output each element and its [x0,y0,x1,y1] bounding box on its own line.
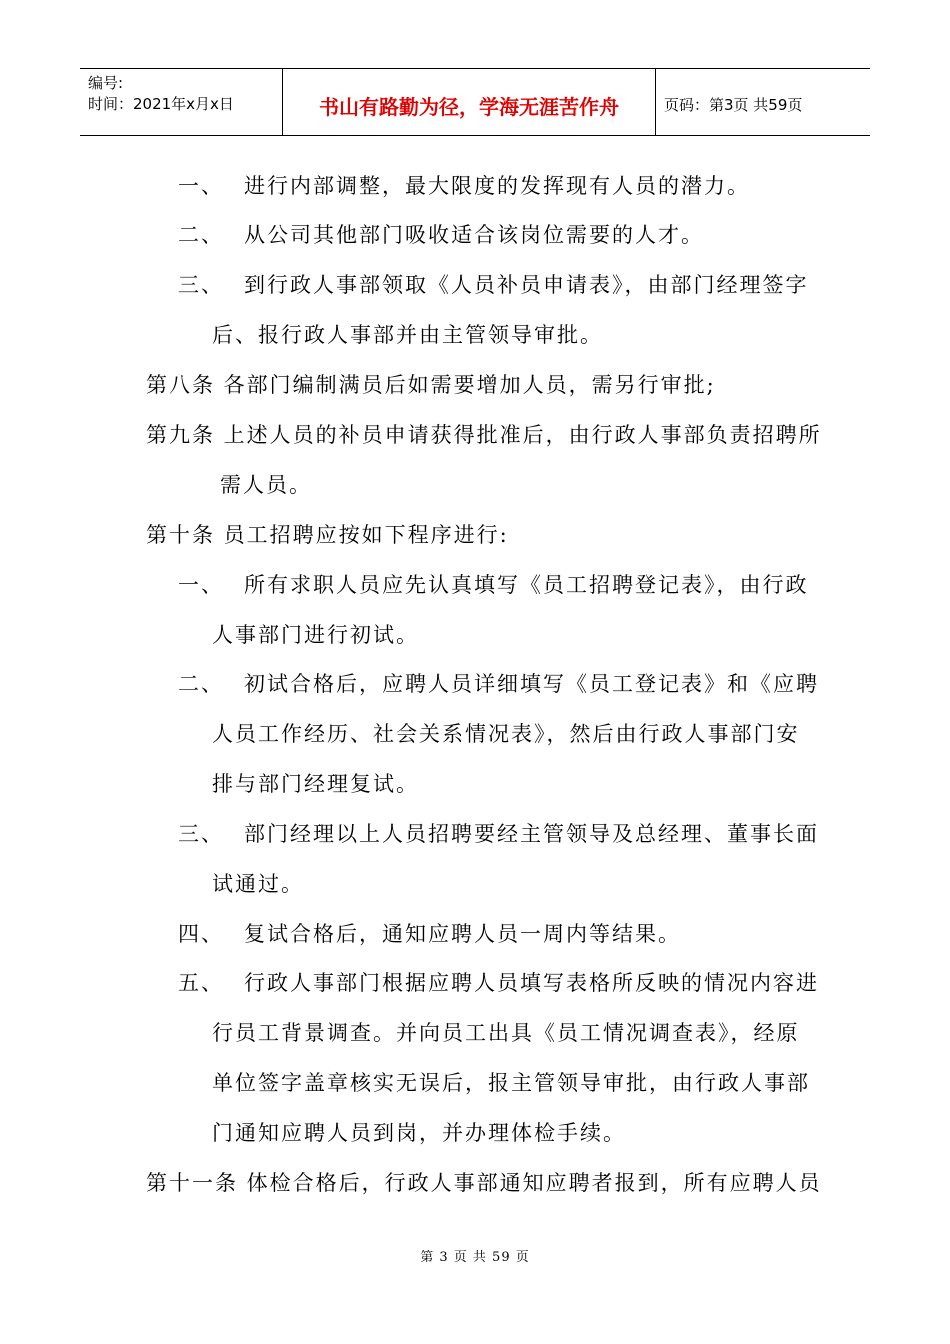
line-text: 人事部门进行初试。 [212,623,419,647]
item-number: 二、 [178,672,224,696]
document-time-label: 时间：2021年x月x日 [88,95,234,113]
line-text: 第八条 各部门编制满员后如需要增加人员，需另行审批; [146,373,716,397]
item-number: 一、 [178,174,224,198]
line-text: 第九条 上述人员的补员申请获得批准后，由行政人事部负责招聘所 [146,423,822,447]
item-number: 二、 [178,223,224,247]
line-text: 单位签字盖章核实无误后，报主管领导审批，由行政人事部 [212,1071,810,1095]
body-line [178,969,819,997]
item-number: 四、 [178,922,224,946]
body-line [212,720,800,748]
line-text: 复试合格后，通知应聘人员一周内等结果。 [244,922,681,946]
line-text: 初试合格后，应聘人员详细填写《员工登记表》和《应聘 [244,672,819,696]
body-line [212,770,419,798]
page-footer [0,1246,950,1265]
header-motto: 书山有路勤为径，学海无涯苦作舟 [319,94,619,119]
line-text: 部门经理以上人员招聘要经主管领导及总经理、董事长面 [244,822,819,846]
body-line [178,221,704,249]
item-number: 五、 [178,971,224,995]
body-line [212,321,603,349]
item-number: 一、 [178,573,224,597]
line-text: 需人员。 [220,473,312,497]
item-number: 三、 [178,273,224,297]
line-text: 后、报行政人事部并由主管领导审批。 [212,323,603,347]
body-line [146,1169,822,1197]
line-text: 第十一条 体检合格后，行政人事部通知应聘者报到，所有应聘人员 [146,1171,822,1195]
line-text: 进行内部调整，最大限度的发挥现有人员的潜力。 [244,174,750,198]
body-line [178,820,819,848]
line-text: 门通知应聘人员到岗，并办理体检手续。 [212,1121,626,1145]
body-line [178,920,681,948]
line-text: 所有求职人员应先认真填写《员工招聘登记表》，由行政 [244,573,809,597]
body-line [146,521,509,549]
page-header [80,68,870,136]
body-line [220,471,312,499]
line-text: 到行政人事部领取《人员补员申请表》，由部门经理签字 [244,273,809,297]
body-line [178,172,750,200]
body-line [178,670,819,698]
header-motto-cell [282,69,656,135]
body-line [178,571,809,599]
body-line [146,371,716,399]
body-line [212,1119,626,1147]
line-text: 行政人事部门根据应聘人员填写表格所反映的情况内容进 [244,971,819,995]
body-line [178,271,809,299]
header-page-info: 页码：第3页 共59页 [664,95,803,114]
body-line [212,870,304,898]
header-page-cell [656,69,870,135]
body-line [212,1069,810,1097]
body-line [212,1019,800,1047]
document-number-label: 编号: [88,74,124,92]
line-text: 第十条 员工招聘应按如下程序进行: [146,523,509,547]
header-left-cell [80,69,282,135]
body-line [212,621,419,649]
body-line [146,421,822,449]
line-text: 行员工背景调查。并向员工出具《员工情况调查表》，经原 [212,1021,800,1045]
item-number: 三、 [178,822,224,846]
line-text: 排与部门经理复试。 [212,772,419,796]
line-text: 试通过。 [212,872,304,896]
line-text: 从公司其他部门吸收适合该岗位需要的人才。 [244,223,704,247]
footer-page-number: 第 3 页 共 59 页 [420,1250,530,1265]
line-text: 人员工作经历、社会关系情况表》，然后由行政人事部门安 [212,722,800,746]
